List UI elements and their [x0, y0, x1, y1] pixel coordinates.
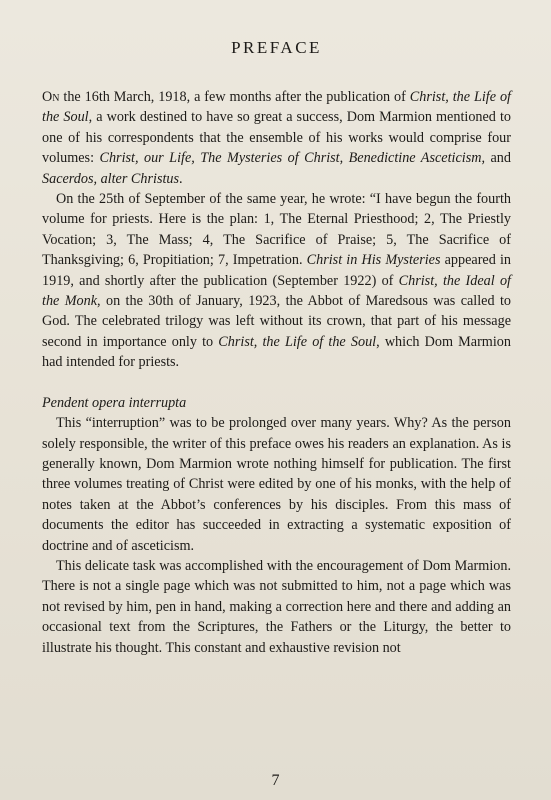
paragraph-1: [42, 87, 511, 189]
paragraph-2-text-b: appeared in 1919, and shortly after the publication (September 1922) of: [42, 252, 512, 289]
section-gap: [42, 373, 511, 393]
paragraph-1-title-a: Christ, the Life of the Soul: [42, 89, 511, 126]
page-number: 7: [271, 772, 280, 789]
paragraph-2-title-c: Christ, the Life of the Soul: [218, 333, 377, 350]
paragraph-2-text-c: , on the 30th of January, 1923, the Abbot of Maredsous was called to God. The celebrated trilogy was left without its crown, that part of his message second in importance only to: [42, 293, 511, 350]
section-subheading: Pendent opera interrupta: [42, 394, 187, 411]
paragraph-2: [42, 189, 511, 373]
paragraph-1-text-b: , a work destined to have so great a success, Dom Marmion mentioned to one of his correspondents that the ensemble of his works would comprise four volumes:: [42, 109, 511, 167]
page-title: PREFACE: [231, 38, 322, 57]
paragraph-2-text-a: On the 25th of September of the same year, he wrote: “I have begun the fourth volume for priests. Here is the plan: 1, The Eternal Priesthood; 2, The Priestly Vocation; 3, The Mass; 4, The Sacrifice of Praise; 5, The Sacrifice of Thanksgiving; 6, Propitiation; 7, Impetration.: [42, 191, 511, 269]
paragraph-1-text-c: and: [485, 150, 511, 167]
paragraph-1-title-c: Sacerdos, alter Christus: [42, 170, 180, 187]
paragraph-2-text-d: , which Dom Marmion had intended for priests.: [42, 333, 511, 371]
paragraph-2-title-a: Christ in His Mysteries: [306, 252, 441, 269]
paragraph-3: This “interruption” was to be prolonged over many years. Why? As the person solely responsible, the writer of this preface owes his readers an explanation. As is generally known, Dom Marmion wrote nothing himself for publication. The first three volumes treating of Christ were edited by one of his monks, with the help of notes taken at the Abbot’s conferences by his disciples. From this mass of documents the editor has succeeded in extracting a systematic exposition of doctrine and of asceticism.: [42, 415, 511, 554]
paragraph-2-title-b: Christ, the Ideal of the Monk: [42, 272, 511, 310]
paragraph-1-opening-word: On: [42, 89, 60, 105]
paragraph-4: This delicate task was accomplished with the encouragement of Dom Marmion. There is not a single page which was not submitted to him, not a page which was not revised by him, pen in hand, making a correction here and there and adding an occasional text from the Scriptures, the Fathers or the Liturgy, the better to illustrate his thought. This constant and exhaustive revision not: [42, 557, 511, 656]
paragraph-1-title-b: Christ, our Life, The Mysteries of Christ, Benedictine Asceticism,: [99, 150, 486, 167]
paragraph-1-text-d: .: [179, 170, 183, 187]
paragraph-1-text-a: the 16th March, 1918, a few months after the publication of: [59, 89, 410, 105]
